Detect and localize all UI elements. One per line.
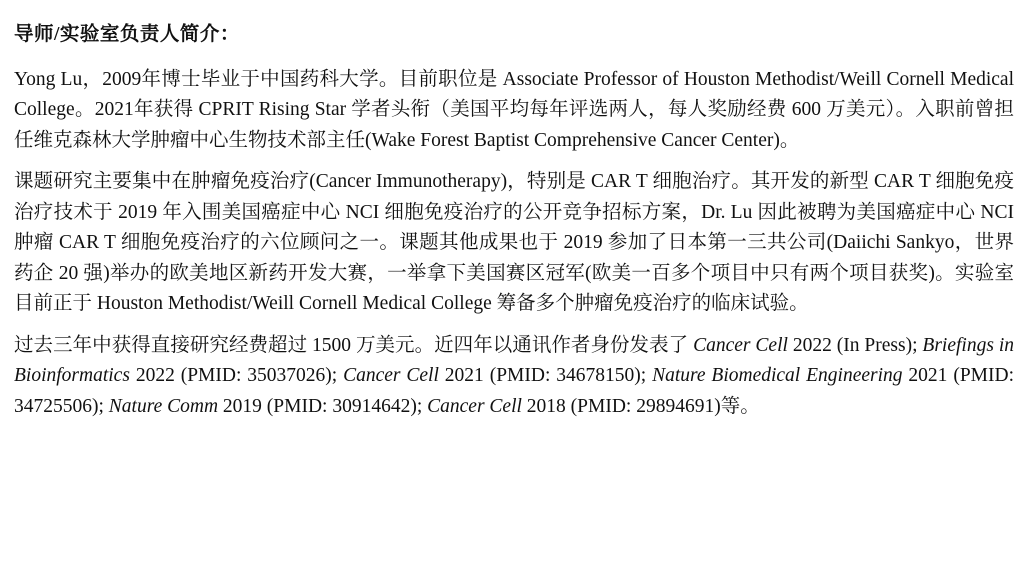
publication-detail: 2018 (PMID: 29894691)等。	[521, 395, 760, 417]
journal-name: Cancer Cell	[427, 395, 522, 417]
publications-intro: 过去三年中获得直接研究经费超过 1500 万美元。近四年以通讯作者身份发表了	[14, 334, 694, 356]
paragraph-publications	[14, 331, 1014, 423]
journal-name: Cancer Cell	[693, 334, 788, 356]
publication-detail: 2021 (PMID: 34725506);	[14, 365, 1014, 417]
journal-name: Nature Biomedical Engineering	[652, 365, 903, 386]
journal-name: Cancer Cell	[343, 365, 439, 386]
section-heading: 导师/实验室负责人简介：	[14, 24, 240, 45]
paragraph-bio: Yong Lu，2009年博士毕业于中国药科大学。目前职位是 Associate Professor of Houston Methodist/Weill Cornell Medical College。2021年获得 CPRIT Rising Star 学者头衔（美国平均每年评选两人，每人奖励经费 600 万美元）。入职前曾担任维克森林大学肿瘤中心生物技术部主任(Wake Forest Baptist Comprehensive Cancer Center)。	[14, 68, 1014, 151]
journal-name: Briefings in Bioinformatics	[14, 334, 1015, 386]
publication-detail: 2022 (In Press);	[787, 334, 923, 356]
publication-detail: 2019 (PMID: 30914642);	[218, 395, 428, 417]
journal-name: Nature Comm	[108, 395, 219, 417]
document-body	[14, 6, 1014, 433]
publication-detail: 2021 (PMID: 34678150);	[438, 365, 653, 386]
publication-detail: 2022 (PMID: 35037026);	[129, 365, 344, 386]
paragraph-research: 课题研究主要集中在肿瘤免疫治疗(Cancer Immunotherapy)，特别是 CAR T 细胞治疗。其开发的新型 CAR T 细胞免疫治疗技术于 2019 年入围美国癌症中心 NCI 细胞免疫治疗的公开竞争招标方案，Dr. Lu 因此被聘为美国癌症中心 NCI 肿瘤 CAR T 细胞免疫治疗的六位顾问之一。课题其他成果也于 2019 参加了日本第一三共公司(Daiichi Sankyo，世界药企 20 强)举办的欧美地区新药开发大赛，一举拿下美国赛区冠军(欧美一百多个项目中只有两个项目获奖)。实验室目前正于 Houston Methodist/Weill Cornell Medical College 筹备多个肿瘤免疫治疗的临床试验。	[14, 171, 1014, 314]
